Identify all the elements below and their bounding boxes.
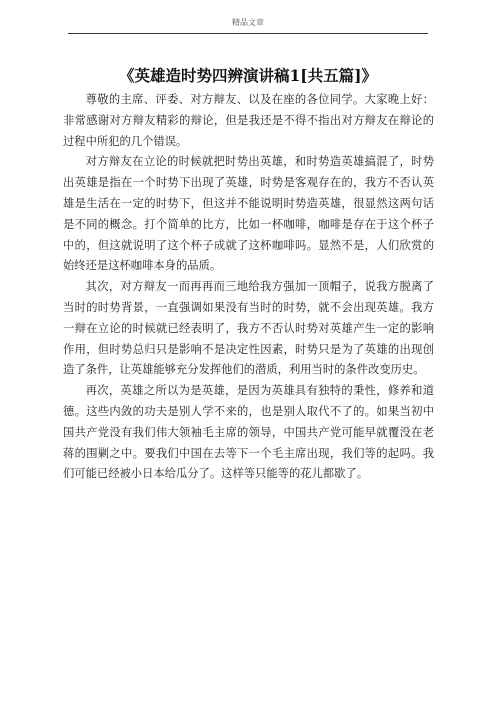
- paragraph: 对方辩友在立论的时候就把时势出英雄，和时势造英雄搞混了，时势出英雄是指在一个时势下出现了英雄，时势是客观存在的，我方不否认英雄是生活在一定的时势下，但这并不能说明时势造英雄，很显然这两句话是不同的概念。打个简单的比方，比如一杯咖啡，咖啡是存在于这个杯子中的，但这就说明了这个杯子成就了这杯咖啡吗。显然不是，人们欣赏的始终还是这杯咖啡本身的品质。: [63, 155, 434, 273]
- page-header-label: 精品文章: [232, 18, 264, 27]
- paragraph: 再次，英雄之所以为是英雄，是因为英雄具有独特的秉性，修养和道德。这些内敛的功夫是别人学不来的，也是别人取代不了的。如果当初中国共产党没有我们伟大领袖毛主席的领导，中国共产党可能早就覆没在老蒋的围剿之中。要我们中国在去等下一个毛主席出现，我们等的起吗。我们可能已经被小日本给瓜分了。这样等只能等的花儿都歇了。: [63, 384, 434, 481]
- header-divider: [68, 33, 428, 34]
- paragraph: 尊敬的主席、评委、对方辩友、以及在座的各位同学。大家晚上好：非常感谢对方辩友精彩的辩论，但是我还是不得不指出对方辩友在辩论的过程中所犯的几个错误。: [63, 93, 434, 148]
- document-title: 《英雄造时势四辨演讲稿1[共五篇]》: [119, 66, 377, 85]
- document-body: [63, 90, 434, 485]
- paragraph: 其次，对方辩友一而再再而三地给我方强加一顶帽子，说我方脱离了当时的时势背景，一直强调如果没有当时的时势，就不会出现英雄。我方一辩在立论的时候就已经表明了，我方不否认时势对英雄产生一定的影响作用，但时势总归只是影响不是决定性因素，时势只是为了英雄的出现创造了条件，让英雄能够充分发挥他们的潜质，利用当时的条件改变历史。: [63, 280, 434, 377]
